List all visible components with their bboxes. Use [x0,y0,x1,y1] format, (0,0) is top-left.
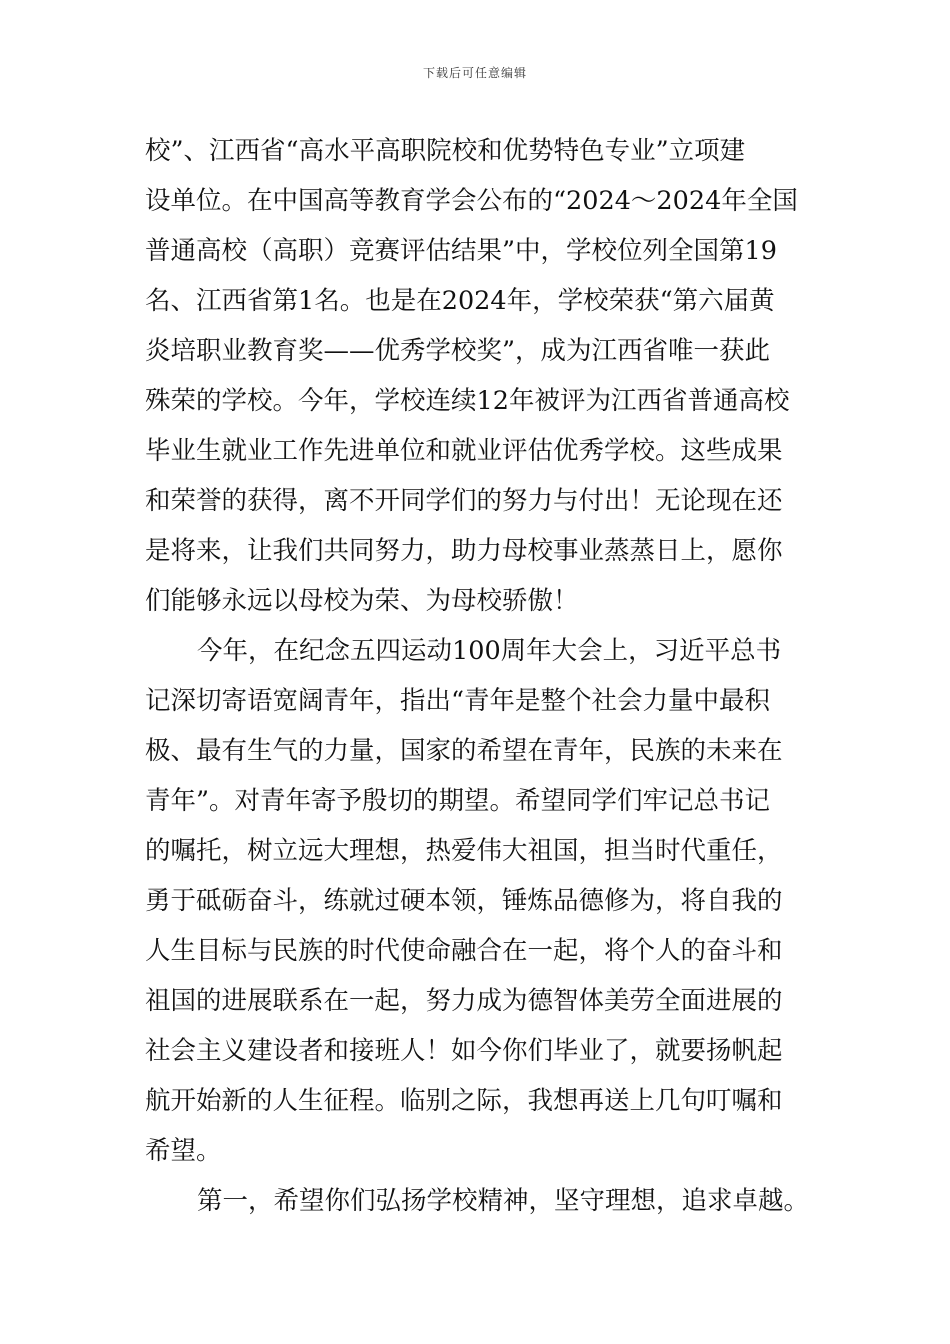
text-line: 记深切寄语宽阔青年，指出“青年是整个社会力量中最积 [145,686,771,716]
document-body [145,126,845,1226]
text-line: 名、江西省第1名。也是在2024年，学校荣获“第六届黄 [145,286,775,316]
text-line: 极、最有生气的力量，国家的希望在青年，民族的未来在 [145,736,783,766]
text-line: 殊荣的学校。今年，学校连续12年被评为江西省普通高校 [145,386,790,416]
page-header: 下载后可任意编辑 [422,66,527,80]
text-line: 人生目标与民族的时代使命融合在一起，将个人的奋斗和 [145,936,783,966]
text-line: 希望。 [145,1136,222,1166]
text-line: 社会主义建设者和接班人！如今你们毕业了，就要扬帆起 [145,1036,783,1066]
text-line: 航开始新的人生征程。临别之际，我想再送上几句叮嘱和 [145,1086,783,1116]
text-line: 毕业生就业工作先进单位和就业评估优秀学校。这些成果 [145,436,783,466]
text-line: 的嘱托，树立远大理想，热爱伟大祖国，担当时代重任， [145,836,783,866]
text-line: 祖国的进展联系在一起，努力成为德智体美劳全面进展的 [145,986,783,1016]
text-line: 校”、江西省“高水平高职院校和优势特色专业”立项建 [145,136,746,166]
text-line: 们能够永远以母校为荣、为母校骄傲！ [145,586,579,616]
text-line: 是将来，让我们共同努力，助力母校事业蒸蒸日上，愿你 [145,536,783,566]
text-line: 普通高校（高职）竞赛评估结果”中，学校位列全国第19 [145,236,777,266]
text-line: 炎培职业教育奖——优秀学校奖”，成为江西省唯一获此 [145,336,771,366]
text-line: 设单位。在中国高等教育学会公布的“2024～2024年全国 [145,186,798,216]
text-line: 勇于砥砺奋斗，练就过硬本领，锤炼品德修为，将自我的 [145,886,783,916]
text-line: 青年”。对青年寄予殷切的期望。希望同学们牢记总书记 [145,786,771,816]
text-line: 和荣誉的获得，离不开同学们的努力与付出！无论现在还 [145,486,783,516]
paragraph-first-line: 第一，希望你们弘扬学校精神，坚守理想，追求卓越。 [197,1186,810,1216]
paragraph-first-line: 今年，在纪念五四运动100周年大会上，习近平总书 [197,636,782,666]
